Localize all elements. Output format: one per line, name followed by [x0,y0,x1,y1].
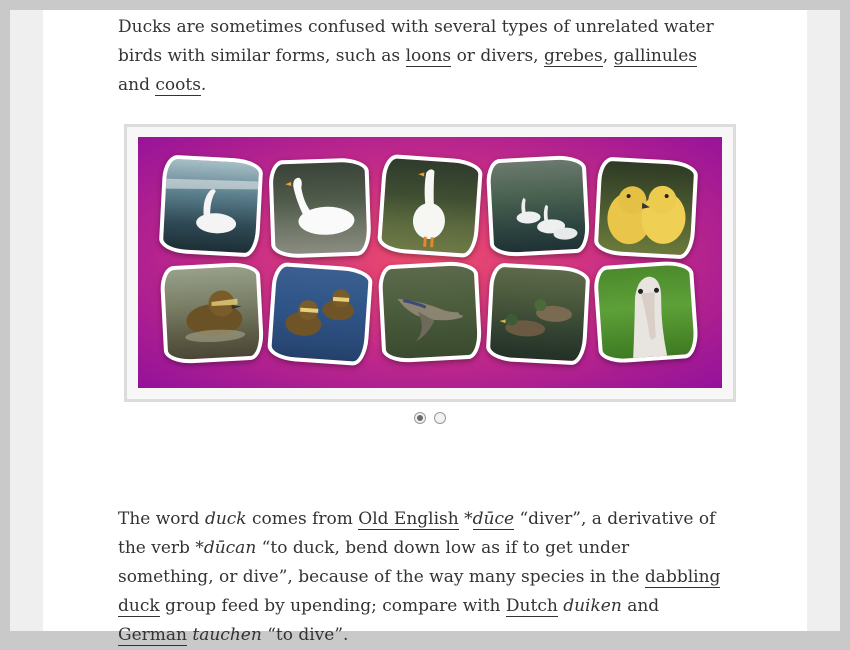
link-dutch[interactable]: Dutch [505,596,558,616]
text: and [118,75,156,95]
link-dabbling-duck[interactable]: dabbling duck [118,567,721,616]
goslings-shape [598,161,695,256]
image-slider[interactable] [124,124,736,402]
white-goose-photo [268,157,371,258]
text: Ducks are sometimes confused with several types of unrelated water birds with similar forms, such as [118,17,714,66]
emphasis-ducan: dūcan [203,538,257,558]
goose-shape [272,161,367,254]
two-ducklings-photo [267,262,374,367]
browser-viewport [10,10,840,645]
link-duce[interactable] [473,509,514,530]
text: . [200,75,207,95]
emphasis-duiken: duiken [563,596,622,616]
text: or divers, [451,46,544,66]
slide-duck-collage [138,137,722,388]
link-grebes[interactable]: grebes [543,46,603,66]
link-coots[interactable]: coots [155,75,201,95]
yellow-goslings-photo [594,156,699,259]
duck-flying-photo [378,260,483,363]
link-german[interactable]: German [118,625,187,645]
text: “to dive”. [261,625,349,645]
text: * [458,509,473,529]
goose-head-shape [597,264,695,360]
swans-shape [490,159,587,254]
paragraph-etymology [118,505,728,650]
duckling-water-photo [160,261,265,364]
text: , [602,46,614,66]
swans-group-photo [486,154,591,257]
emphasis-tauchen: tauchen [192,625,262,645]
goose-shape [381,158,479,254]
duckling-shape [164,266,261,361]
goose-head-photo [593,260,700,365]
text: “diver”, a derivative of the verb * [118,509,716,558]
text: The word [118,509,205,529]
link-gallinules[interactable]: gallinules [613,46,697,66]
swan-shape [163,159,260,254]
slider-dot-1[interactable] [414,412,426,424]
goose-standing-photo [377,154,484,259]
paragraph-ducks-confusion [118,13,728,100]
text: comes from [246,509,359,529]
text: “to duck, bend down low as if to get under something, or dive”, because of the way many species in the [118,538,645,587]
slider-dot-2[interactable] [434,412,446,424]
text: and [621,596,660,616]
ducklings-shape [271,266,369,362]
emphasis-duce: dūce [472,509,515,529]
swan-pond-photo [159,154,264,257]
article-content [43,10,807,645]
link-old-english[interactable]: Old English [358,509,459,529]
mallards-water-photo [486,262,591,365]
link-loons[interactable]: loons [405,46,452,66]
flying-duck-shape [382,265,479,360]
emphasis-duck: duck [204,509,247,529]
mallards-shape [490,267,587,362]
text: group feed by upending; compare with [159,596,506,616]
